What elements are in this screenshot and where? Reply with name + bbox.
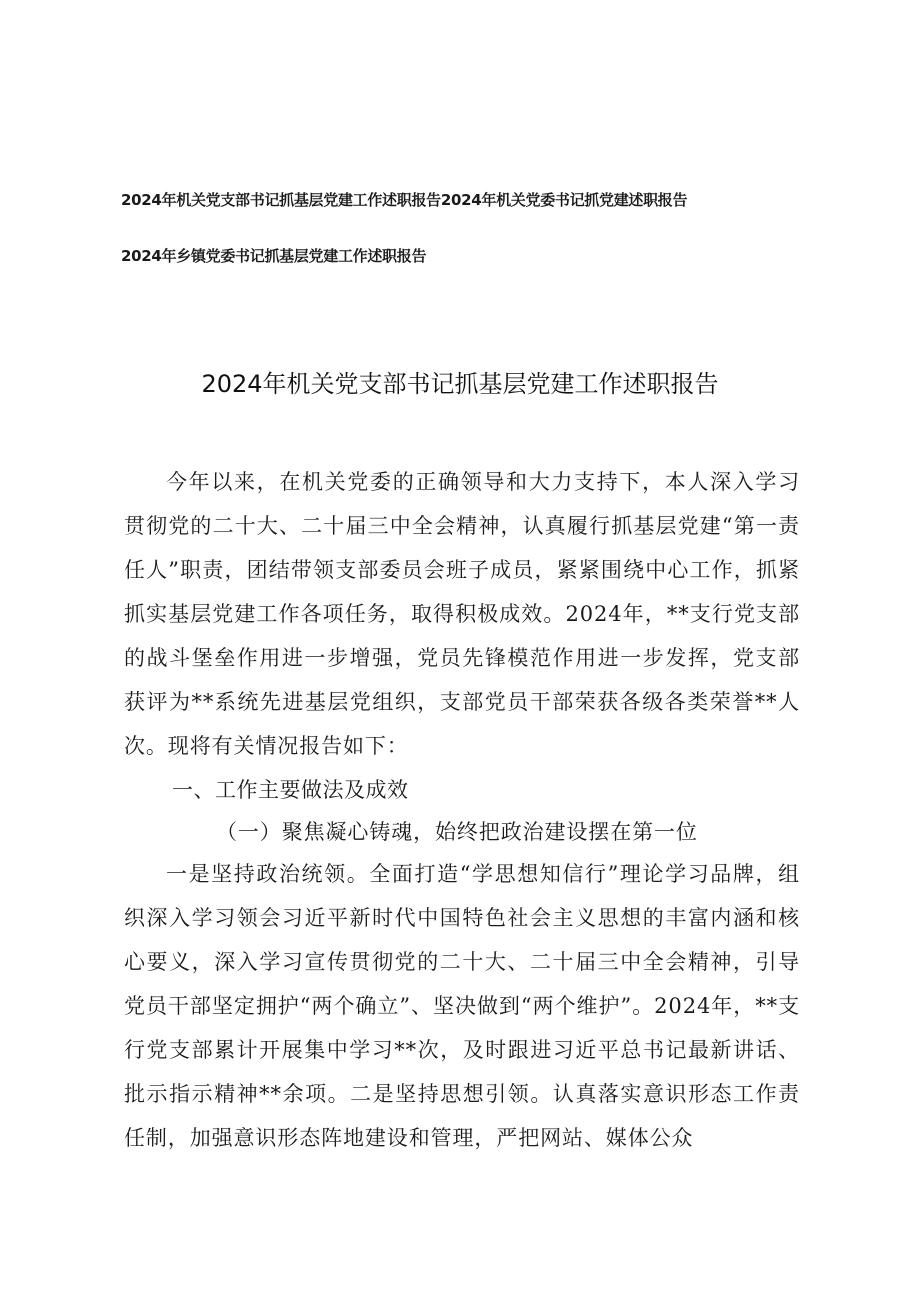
section-heading: 一、工作主要做法及成效 (172, 778, 409, 802)
document-list-item: 2024年乡镇党委书记抓基层党建工作述职报告 (121, 247, 427, 265)
document-list-item: 2024年机关党支部书记抓基层党建工作述职报告2024年机关党委书记抓党建述职报告 (121, 191, 688, 209)
document-body (124, 460, 800, 1160)
body-paragraph: 一是坚持政治统领。全面打造“学思想知信行”理论学习品牌，组织深入学习领会习近平新时代中国特色社会主义思想的丰富内涵和核心要义，深入学习宣传贯彻党的二十大、二十届三中全会精神，引导党员干部坚定拥护“两个确立”、坚决做到“两个维护”。2024年，**支行党支部累计开展集中学习**次，及时跟进习近平总书记最新讲话、批示指示精神**余项。二是坚持思想引领。认真落实意识形态工作责任制，加强意识形态阵地建设和管理，严把网站、媒体公众 (124, 862, 800, 1150)
intro-paragraph: 今年以来，在机关党委的正确领导和大力支持下，本人深入学习贯彻党的二十大、二十届三中全会精神，认真履行抓基层党建“第一责任人”职责，团结带领支部委员会班子成员，紧紧围绕中心工作，抓紧抓实基层党建工作各项任务，取得积极成效。2024年，**支行党支部的战斗堡垒作用进一步增强，党员先锋模范作用进一步发挥，党支部获评为**系统先进基层党组织，支部党员干部荣获各级各类荣誉**人次。现将有关情况报告如下： (124, 470, 800, 758)
document-title: 2024年机关党支部书记抓基层党建工作述职报告 (201, 370, 719, 398)
document-list (121, 186, 841, 270)
subsection-heading: （一）聚焦凝心铸魂，始终把政治建设摆在第一位 (216, 820, 698, 844)
